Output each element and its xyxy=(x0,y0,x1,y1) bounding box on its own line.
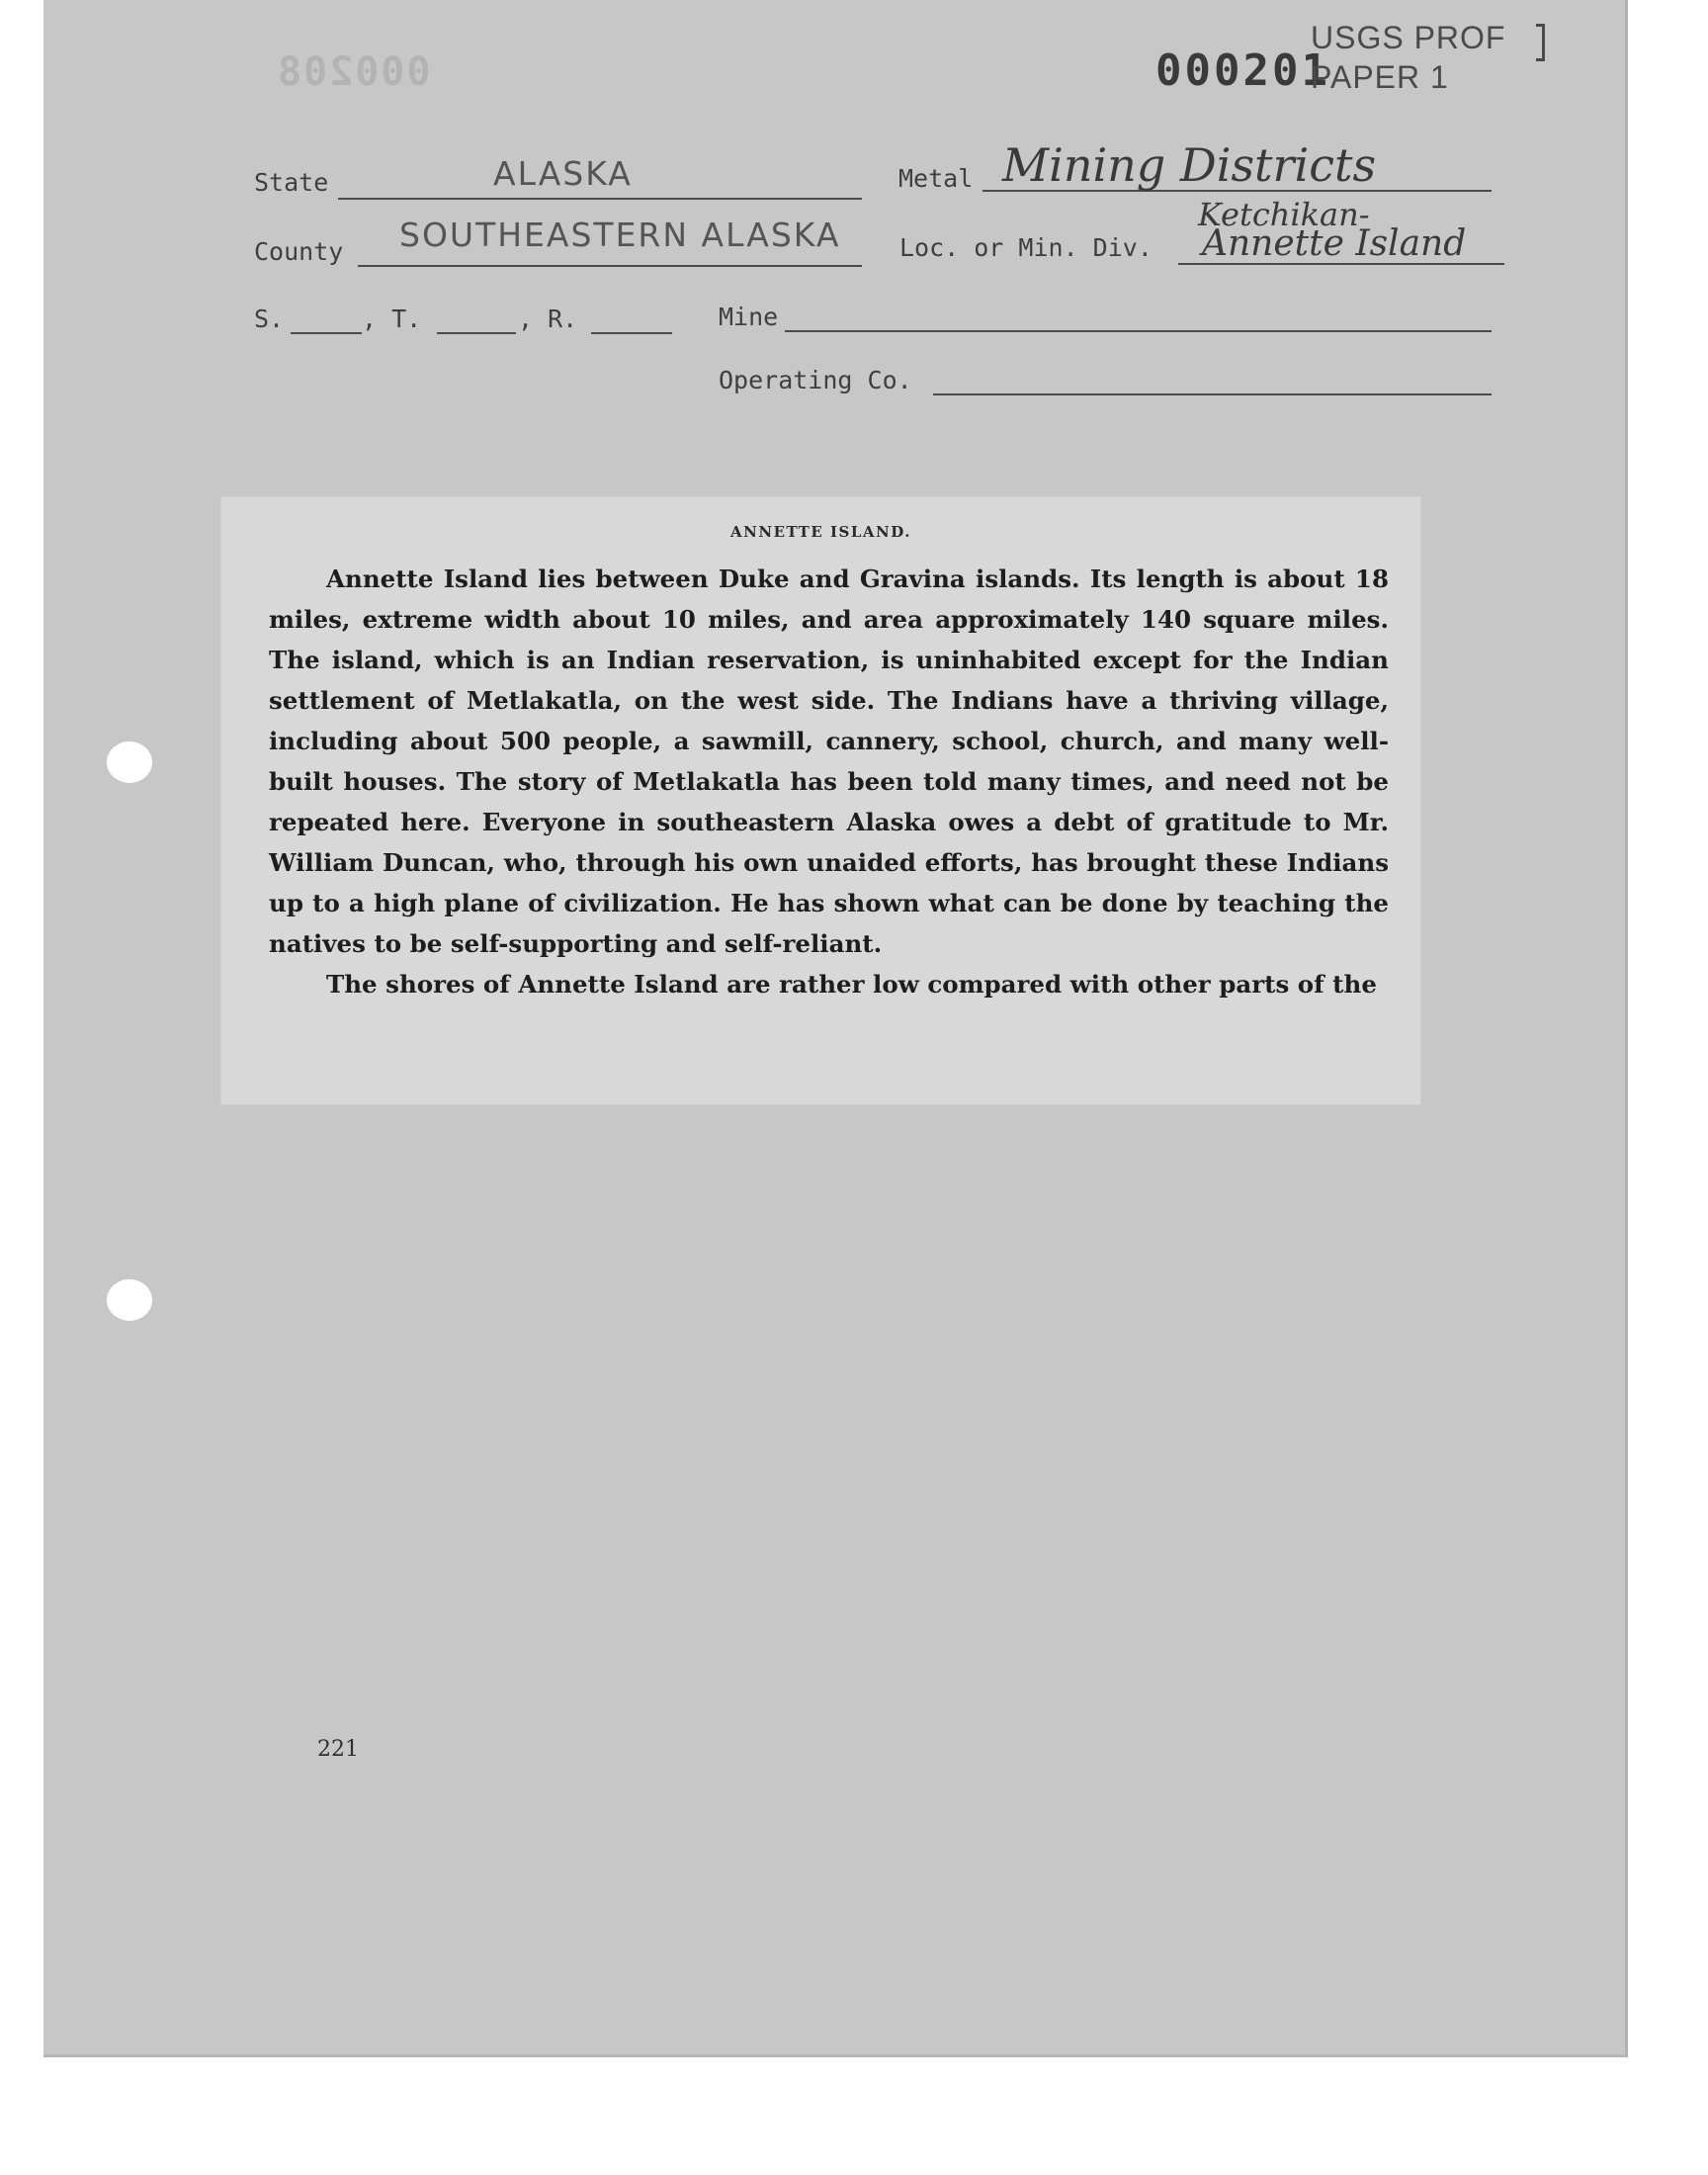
county-label: County xyxy=(254,237,344,266)
metal-value: Mining Districts xyxy=(1002,138,1377,192)
section-line xyxy=(291,332,362,334)
stamp-bracket xyxy=(1536,24,1545,61)
source-line-2: PAPER 1 xyxy=(1311,59,1449,95)
page-number: 221 xyxy=(317,1737,359,1762)
township-line xyxy=(437,332,516,334)
section-label: S. xyxy=(254,304,285,333)
range-line xyxy=(591,332,672,334)
range-label: , R. xyxy=(518,304,578,333)
text-clipping xyxy=(221,497,1420,1104)
loc-value-line2: Annette Island xyxy=(1202,223,1467,264)
operating-line xyxy=(933,393,1492,395)
township-label: , T. xyxy=(362,304,422,333)
loc-value-line1: Ketchikan- xyxy=(1198,196,1370,233)
metal-label: Metal xyxy=(898,164,974,193)
clipping-paragraph-1: Annette Island lies between Duke and Gravina islands. Its length is about 18 miles, extreme width about 10 miles, and area approximately 140 square miles. The island, which is an Indian reservation, is uninhabited except for the Indian settlement of Metlakatla, on the west side. The Indians have a thriving village, including about 500 people, a sawmill, cannery, school, church, and many well-built houses. The story of Metlakatla has been told many times, and need not be repeated here. Everyone in southeastern Alaska owes a debt of gratitude to Mr. William Duncan, who, through his own unaided efforts, has brought these Indians up to a high plane of civilization. He has shown what can be done by teaching the natives to be self-supporting and self-reliant. xyxy=(269,565,1389,958)
clipping-paragraph-2: The shores of Annette Island are rather low compared with other parts of the xyxy=(326,970,1377,999)
punch-hole-bottom xyxy=(107,1279,152,1321)
county-value: SOUTHEASTERN ALASKA xyxy=(399,216,841,254)
operating-label: Operating Co. xyxy=(719,366,912,394)
mine-label: Mine xyxy=(719,303,779,331)
loc-label: Loc. or Min. Div. xyxy=(899,233,1153,262)
serial-number: 000201 xyxy=(1155,45,1330,96)
ghost-serial-number: 000208 xyxy=(276,49,431,95)
source-line-1: USGS PROF xyxy=(1311,20,1506,55)
source-stamp xyxy=(1311,18,1505,97)
state-label: State xyxy=(254,168,329,197)
clipping-body xyxy=(269,559,1389,1004)
record-card xyxy=(43,0,1628,2057)
punch-hole-top xyxy=(107,741,152,783)
state-line xyxy=(338,198,862,200)
mine-line xyxy=(785,330,1492,332)
clipping-title: ANNETTE ISLAND. xyxy=(730,523,911,541)
county-line xyxy=(358,265,862,267)
state-value: ALASKA xyxy=(493,154,633,193)
